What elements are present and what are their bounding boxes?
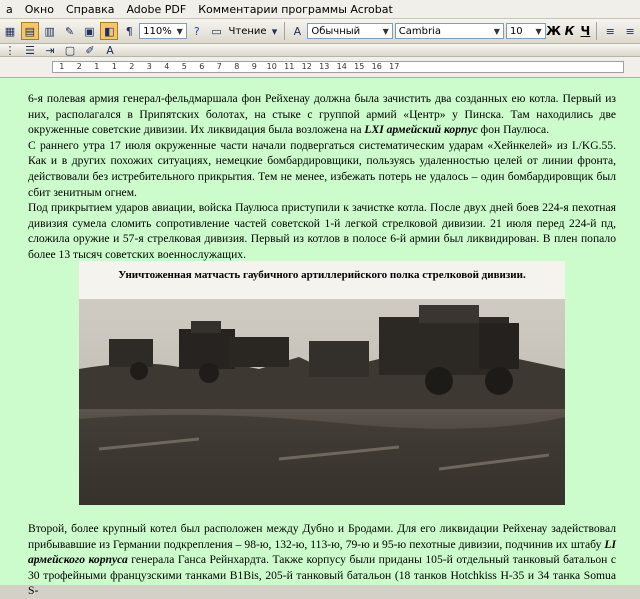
options-icon[interactable]: ▾: [271, 24, 278, 38]
text-paragraph: С раннего утра 17 июля окруженные части начали подвергаться систематическим ударам «Хейнкелей» из I./KG.55. Как и в других похожих ситуациях, немецкие бомбардировщики, пользуясь удаленностью целей от линии фронта, действовали без истребительного прикрытия. Тем не менее, избежать потерь не удалось – один бомбардировщик был сбит зенитным огнем.: [28, 138, 616, 199]
text-line: 6-я полевая армия генерал-фельдмаршала фон Рейхенау должна была зачистить два созданных ею котла.: [28, 92, 559, 105]
font-color-icon[interactable]: A: [106, 43, 114, 57]
italic-button[interactable]: К: [564, 24, 575, 38]
text-paragraph: генерала Ганса Рейнхардта. Также корпусу были приданы 105-й отдельный танковый батальон с 30 трофейными французскими танками B1Bis, 205-й танковый батальон (18 танков Hotchkiss H-35 и 34 танка Somua S-: [28, 553, 616, 598]
menu-item-adobe-pdf[interactable]: Adobe PDF: [126, 2, 187, 16]
menu-item-help[interactable]: Справка: [65, 2, 115, 16]
underline-button[interactable]: Ч: [580, 24, 591, 38]
help-icon[interactable]: ?: [193, 24, 200, 38]
menu-bar: [0, 0, 640, 19]
figure-caption: Уничтоженная матчасть гаубичного артиллерийского полка стрелковой дивизии.: [118, 269, 526, 281]
read-mode-button[interactable]: Чтение: [228, 25, 267, 37]
font-select[interactable]: [395, 23, 504, 39]
drawing-toolbar: [0, 44, 640, 57]
standard-toolbar: [0, 19, 640, 44]
text-line: окруженные советские дивизии. Их ликвидация была возложена на: [28, 123, 365, 137]
layout-icon[interactable]: ▤: [21, 22, 39, 40]
ruler-tick: 10: [266, 62, 277, 71]
text-line: фон Паулюса.: [477, 123, 550, 137]
text-paragraph: Под прикрытием ударов авиации, войска Паулюса приступили к зачистке котла. После двух дней боев 224-я пехотная дивизия сумела сломить сопротивление частей советской 1-й легкой стрелковой дивизии. 21 июля перед 224-й пд, сложила оружие и 57-я стрелковая дивизия. Первый из котлов в полосе 6-й армии был ликвидирован. В плен попало более 13 тысяч советских военнослужащих.: [28, 201, 616, 261]
horizontal-ruler[interactable]: [0, 57, 640, 78]
corps-name: LI армейского корпуса: [28, 537, 616, 567]
menu-item-view[interactable]: а: [6, 2, 13, 16]
menu-item-acrobat-comments[interactable]: Комментарии программы Acrobat: [198, 2, 393, 16]
font-size-value: 10: [509, 25, 523, 37]
menu-item-window[interactable]: Окно: [24, 2, 54, 16]
highlight-icon[interactable]: ✐: [85, 43, 95, 57]
ruler-tick: 1: [111, 62, 117, 71]
list-icon[interactable]: ☰: [25, 43, 35, 57]
ruler-tick: 5: [181, 62, 187, 71]
text-paragraph: Второй, более крупный котел был расположен между Дубно и Бродами. Для его ликвидации Рейхенау задействовал прибывавшие из Германии подкрепления – 98-ю, 132-ю, 113-ю, 79-ю и 95-ю пехотные дивизии, подчинив их штабу: [28, 522, 616, 551]
paragraph-bottom[interactable]: [28, 521, 616, 599]
ruler-tick: 16: [371, 62, 382, 71]
zoom-select[interactable]: [139, 23, 187, 39]
ruler-tick: 13: [319, 62, 330, 71]
document-page[interactable]: [0, 78, 640, 598]
ruler-tick: 11: [284, 62, 295, 71]
style-select[interactable]: [307, 23, 392, 39]
chevron-down-icon: ▼: [493, 26, 500, 36]
align-left-icon[interactable]: ≡: [605, 24, 615, 38]
font-size-select[interactable]: [506, 23, 546, 39]
map-icon[interactable]: ▣: [84, 24, 95, 38]
chevron-down-icon: ▼: [535, 26, 542, 36]
ruler-tick: 2: [129, 62, 135, 71]
align-center-icon[interactable]: ≡: [625, 24, 635, 38]
style-value: Обычный: [311, 25, 361, 37]
border-icon[interactable]: ▢: [64, 43, 76, 57]
bold-button[interactable]: Ж: [546, 24, 561, 38]
drawing-icon[interactable]: ✎: [64, 24, 75, 38]
ruler-tick: 14: [336, 62, 347, 71]
destroyed-artillery-photo: [79, 299, 565, 505]
zoom-value: 110%: [143, 25, 172, 37]
text-line: Первый из них, располагался в Припятских болотах, на стыке с группой армий «Центр» у Пинска. Там находились две: [28, 92, 616, 121]
ruler-tick: 7: [216, 62, 222, 71]
corps-name: LXI армейский корпус: [364, 123, 478, 137]
ruler-tick: 9: [251, 62, 257, 71]
ruler-tick: 4: [164, 62, 170, 71]
chevron-down-icon: ▼: [382, 26, 389, 36]
ruler-tick: 1: [59, 62, 65, 71]
chevron-down-icon: ▼: [176, 26, 183, 36]
font-value: Cambria: [398, 25, 441, 37]
indent-icon[interactable]: ⇥: [45, 43, 55, 57]
ruler-tick: 6: [199, 62, 205, 71]
ruler-tick: 1: [94, 62, 100, 71]
separator: [596, 22, 597, 40]
ruler-tick: 12: [301, 62, 312, 71]
separator: [284, 22, 285, 40]
ruler-tick: 8: [234, 62, 240, 71]
toolbar-grip-icon[interactable]: ⋮: [4, 43, 16, 57]
document-map-icon[interactable]: ◧: [100, 22, 118, 40]
ruler-tick: 3: [146, 62, 152, 71]
ruler-tick: 2: [76, 62, 82, 71]
ruler-tick: 15: [354, 62, 365, 71]
ruler-tick: 17: [389, 62, 400, 71]
show-formatting-icon[interactable]: ¶: [125, 24, 133, 38]
table-icon[interactable]: ▦: [4, 24, 16, 38]
figure: [79, 261, 565, 505]
paragraph-top[interactable]: [28, 91, 616, 263]
ruler-scale: [52, 61, 624, 73]
columns-icon[interactable]: ▥: [44, 24, 55, 38]
read-mode-icon[interactable]: ▭: [211, 24, 222, 38]
styles-icon[interactable]: A: [293, 24, 302, 38]
